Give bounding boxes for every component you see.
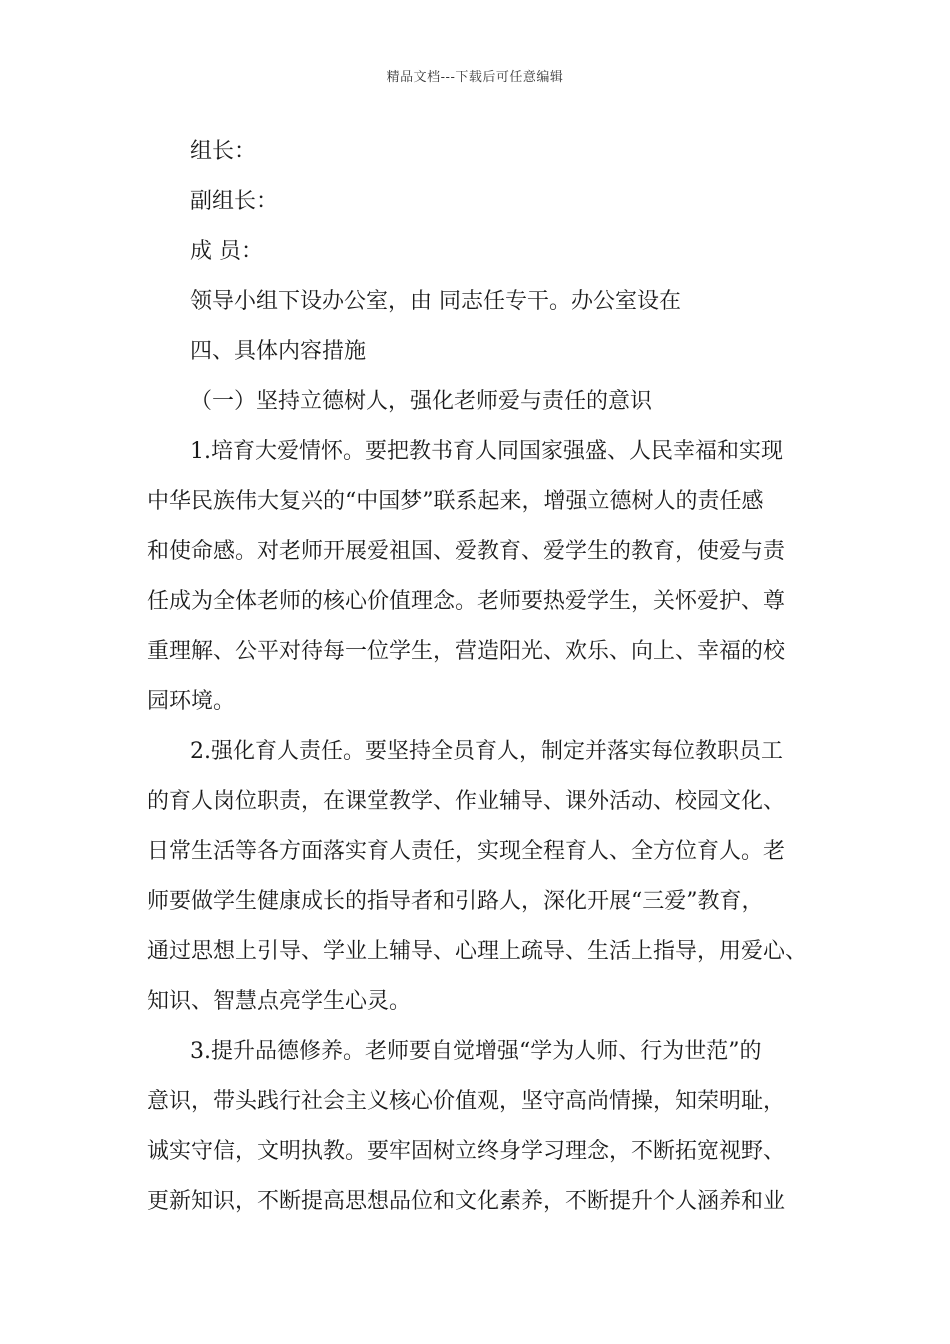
paragraph-3-line-2: 意识，带头践行社会主义核心价值观，坚守高尚情操，知荣明耻， [147,1089,786,1114]
subsection-heading-1: （一）坚持立德树人，强化老师爱与责任的意识 [190,389,653,414]
text-line-office: 领导小组下设办公室，由 同志任专干。办公室设在 [190,289,681,314]
paragraph-2-line-5: 通过思想上引导、学业上辅导、心理上疏导、生活上指导，用爱心、 [147,939,808,964]
paragraph-2-line-6: 知识、智慧点亮学生心灵。 [147,989,412,1014]
paragraph-2-line-2: 的育人岗位职责，在课堂教学、作业辅导、课外活动、校园文化、 [147,789,786,814]
paragraph-3-line-4: 更新知识，不断提高思想品位和文化素养，不断提升个人涵养和业 [147,1189,786,1214]
paragraph-1-line-1: 1.培育大爱情怀。要把教书育人同国家强盛、人民幸福和实现 [190,439,783,464]
paragraph-1-line-6: 园环境。 [147,689,236,714]
text-line-deputy-leader: 副组长： [190,189,279,214]
paragraph-1-line-2: 中华民族伟大复兴的“中国梦”联系起来，增强立德树人的责任感 [147,489,764,514]
text-line-leader: 组长： [190,139,257,164]
paragraph-2-line-4: 师要做学生健康成长的指导者和引路人，深化开展“三爱”教育， [147,889,764,914]
paragraph-1-line-5: 重理解、公平对待每一位学生，营造阳光、欢乐、向上、幸福的校 [147,639,786,664]
paragraph-3-line-1: 3.提升品德修养。老师要自觉增强“学为人师、行为世范”的 [190,1039,762,1064]
paragraph-3-line-3: 诚实守信，文明执教。要牢固树立终身学习理念，不断拓宽视野、 [147,1139,786,1164]
paragraph-2-line-1: 2.强化育人责任。要坚持全员育人，制定并落实每位教职员工 [190,739,783,764]
page-header: 精品文档---下载后可任意编辑 [386,70,564,85]
text-line-members: 成 员： [190,239,263,264]
paragraph-1-line-4: 任成为全体老师的核心价值理念。老师要热爱学生，关怀爱护、尊 [147,589,786,614]
paragraph-1-line-3: 和使命感。对老师开展爱祖国、爱教育、爱学生的教育，使爱与责 [147,539,786,564]
paragraph-2-line-3: 日常生活等各方面落实育人责任，实现全程育人、全方位育人。老 [147,839,786,864]
section-heading-4: 四、具体内容措施 [190,339,367,364]
